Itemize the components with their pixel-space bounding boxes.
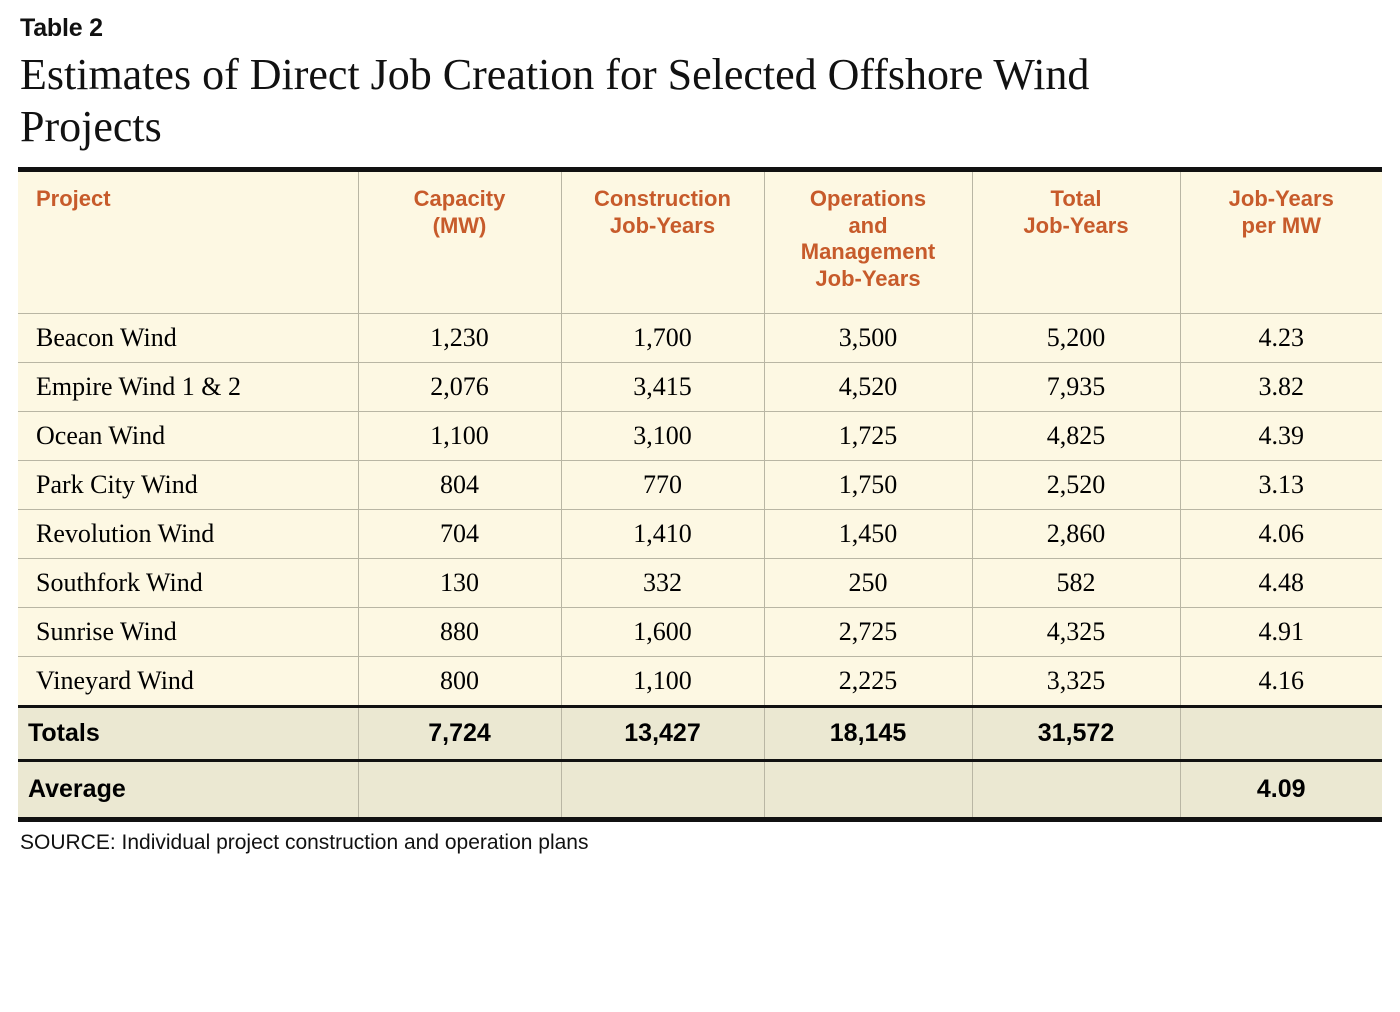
page-title: Estimates of Direct Job Creation for Selected Offshore Wind Projects xyxy=(20,50,1090,151)
cell-per-mw: 3.13 xyxy=(1180,461,1382,510)
column-header-construction-line-2: Job-Years xyxy=(609,212,716,238)
column-header-per-mw-line-1: Job-Years xyxy=(1228,185,1334,211)
column-header-operations xyxy=(764,169,972,313)
column-header-total xyxy=(972,169,1180,313)
cell-total: 5,200 xyxy=(972,314,1180,363)
cell-construction: 1,100 xyxy=(561,657,764,707)
cell-operations: 1,750 xyxy=(764,461,972,510)
cell-capacity: 1,100 xyxy=(358,412,561,461)
cell-project: Southfork Wind xyxy=(18,559,358,608)
table-row xyxy=(18,608,1382,657)
totals-total: 31,572 xyxy=(972,707,1180,761)
source-note: SOURCE: Individual project construction and operation plans xyxy=(20,831,589,855)
cell-project: Revolution Wind xyxy=(18,510,358,559)
column-header-capacity-line-1: Capacity xyxy=(413,185,506,211)
totals-capacity: 7,724 xyxy=(358,707,561,761)
cell-operations: 1,450 xyxy=(764,510,972,559)
cell-total: 4,325 xyxy=(972,608,1180,657)
cell-capacity: 704 xyxy=(358,510,561,559)
cell-total: 4,825 xyxy=(972,412,1180,461)
table-number-label: Table 2 xyxy=(20,14,103,42)
cell-capacity: 800 xyxy=(358,657,561,707)
cell-construction: 770 xyxy=(561,461,764,510)
average-per-mw: 4.09 xyxy=(1180,761,1382,820)
cell-total: 2,860 xyxy=(972,510,1180,559)
average-operations xyxy=(764,761,972,820)
cell-operations: 3,500 xyxy=(764,314,972,363)
table-row xyxy=(18,510,1382,559)
cell-total: 2,520 xyxy=(972,461,1180,510)
totals-row xyxy=(18,707,1382,761)
cell-capacity: 880 xyxy=(358,608,561,657)
totals-construction: 13,427 xyxy=(561,707,764,761)
column-header-construction-line-1: Construction xyxy=(594,185,731,211)
cell-per-mw: 4.06 xyxy=(1180,510,1382,559)
cell-per-mw: 4.91 xyxy=(1180,608,1382,657)
cell-operations: 1,725 xyxy=(764,412,972,461)
cell-operations: 4,520 xyxy=(764,363,972,412)
column-header-construction xyxy=(561,169,764,313)
column-header-total-line-1: Total xyxy=(1050,185,1102,211)
column-header-project-line-1: Project xyxy=(36,185,111,211)
cell-construction: 3,415 xyxy=(561,363,764,412)
cell-construction: 1,700 xyxy=(561,314,764,363)
cell-operations: 250 xyxy=(764,559,972,608)
column-header-job-years-per-mw xyxy=(1180,169,1382,313)
cell-project: Sunrise Wind xyxy=(18,608,358,657)
cell-capacity: 1,230 xyxy=(358,314,561,363)
column-header-capacity xyxy=(358,169,561,313)
cell-capacity: 804 xyxy=(358,461,561,510)
table-row xyxy=(18,559,1382,608)
column-header-total-line-2: Job-Years xyxy=(1023,212,1129,238)
totals-operations: 18,145 xyxy=(764,707,972,761)
cell-project: Ocean Wind xyxy=(18,412,358,461)
table-row xyxy=(18,461,1382,510)
totals-per-mw xyxy=(1180,707,1382,761)
average-construction xyxy=(561,761,764,820)
average-total xyxy=(972,761,1180,820)
cell-construction: 1,600 xyxy=(561,608,764,657)
cell-total: 582 xyxy=(972,559,1180,608)
column-header-project xyxy=(18,169,358,313)
cell-per-mw: 4.23 xyxy=(1180,314,1382,363)
average-row xyxy=(18,761,1382,820)
totals-label: Totals xyxy=(18,707,358,761)
cell-per-mw: 4.48 xyxy=(1180,559,1382,608)
cell-construction: 3,100 xyxy=(561,412,764,461)
cell-total: 3,325 xyxy=(972,657,1180,707)
table-row xyxy=(18,412,1382,461)
cell-operations: 2,725 xyxy=(764,608,972,657)
average-capacity xyxy=(358,761,561,820)
table-body xyxy=(18,314,1382,820)
cell-capacity: 2,076 xyxy=(358,363,561,412)
cell-total: 7,935 xyxy=(972,363,1180,412)
cell-construction: 1,410 xyxy=(561,510,764,559)
table-row xyxy=(18,363,1382,412)
column-header-operations-line-4: Job-Years xyxy=(815,266,921,292)
cell-per-mw: 3.82 xyxy=(1180,363,1382,412)
column-header-operations-line-2: and xyxy=(848,212,888,238)
table-header-row xyxy=(18,169,1382,313)
average-label: Average xyxy=(18,761,358,820)
table-row xyxy=(18,314,1382,363)
cell-per-mw: 4.39 xyxy=(1180,412,1382,461)
cell-project: Vineyard Wind xyxy=(18,657,358,707)
column-header-operations-line-1: Operations xyxy=(809,185,927,211)
table-row xyxy=(18,657,1382,707)
cell-per-mw: 4.16 xyxy=(1180,657,1382,707)
cell-operations: 2,225 xyxy=(764,657,972,707)
cell-project: Beacon Wind xyxy=(18,314,358,363)
cell-project: Park City Wind xyxy=(18,461,358,510)
column-header-capacity-line-2: (MW) xyxy=(432,212,487,238)
cell-capacity: 130 xyxy=(358,559,561,608)
cell-project: Empire Wind 1 & 2 xyxy=(18,363,358,412)
cell-construction: 332 xyxy=(561,559,764,608)
column-header-per-mw-line-2: per MW xyxy=(1241,212,1321,238)
job-creation-table xyxy=(18,167,1382,822)
table-header xyxy=(18,169,1382,313)
column-header-operations-line-3: Management xyxy=(800,239,936,265)
